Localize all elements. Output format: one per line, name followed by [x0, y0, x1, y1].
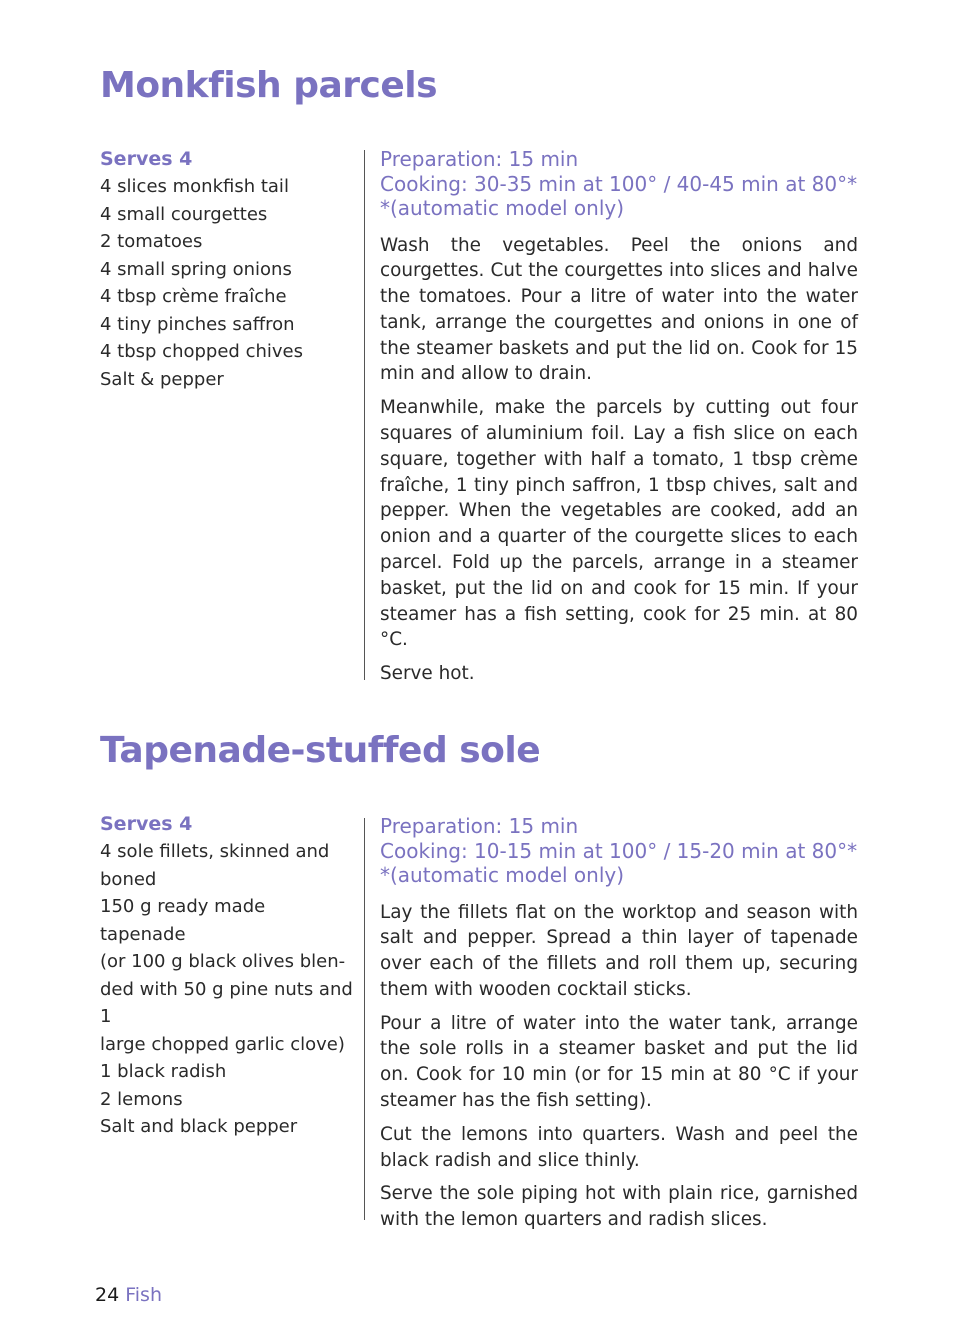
section-name: Fish [125, 1284, 163, 1306]
method-step: Wash the vegetables. Peel the onions and courgettes. Cut the courgettes into slices and halve the tomatoes. Pour a litre of water into the water tank, arrange the courgettes and onions in one of the steamer baskets and put the lid on. Cook for 15 min and allow to drain. [380, 234, 858, 385]
ingredient-item: ded with 50 g pine nuts and 1 [100, 978, 353, 1027]
recipe-title: Monkfish parcels [100, 65, 438, 106]
method-column [380, 147, 858, 695]
ingredient-item: 1 black radish [100, 1061, 227, 1082]
cooking-time: Cooking: 30-35 min at 100° / 40-45 min at 80°* [380, 171, 858, 196]
serves-label: Serves 4 [100, 813, 193, 835]
preparation-time: Preparation: 15 min [380, 814, 579, 838]
ingredient-item: 4 tbsp chopped chives [100, 341, 303, 362]
column-divider [364, 150, 365, 680]
column-divider [364, 818, 365, 1220]
page-footer [95, 1282, 162, 1308]
timing-block [380, 814, 858, 888]
ingredient-item: 2 lemons [100, 1088, 183, 1110]
ingredient-item: 4 small spring onions [100, 258, 292, 280]
method-column [380, 814, 858, 1241]
automatic-model-note: *(automatic model only) [380, 863, 625, 887]
ingredient-list [100, 173, 355, 393]
method-step: Serve the sole piping hot with plain rice, garnished with the lemon quarters and radish slices. [380, 1183, 858, 1231]
ingredient-item: 4 sole fillets, skinned and [100, 841, 330, 862]
ingredient-item: 2 tomatoes [100, 231, 203, 252]
method-step: Serve hot. [380, 663, 475, 685]
method-step: Lay the fillets flat on the worktop and season with salt and pepper. Spread a thin layer of tapenade over each of the fillets and roll them up, securing them with wooden cocktail sticks. [380, 901, 858, 1000]
ingredient-item: Salt and black pepper [100, 1116, 298, 1137]
ingredient-item: (or 100 g black olives blen- [100, 951, 346, 972]
ingredients-column [100, 810, 355, 1141]
timing-block [380, 147, 858, 221]
method-step: Meanwhile, make the parcels by cutting out four squares of aluminium foil. Lay a fish slice on each square, together with half a tomato, 1 tbsp crème fraîche, 1 tiny pinch saffron, 1 tbsp chives, salt and pepper. When the vegetables are cooked, add an onion and a quarter of the courgette slices to each parcel. Fold up the parcels, arrange in a steamer basket, put the lid on and cook for 15 min. If your steamer has a fish setting, cook for 25 min. at 80 °C. [380, 397, 858, 651]
ingredient-item: boned [100, 868, 157, 890]
preparation-time: Preparation: 15 min [380, 147, 579, 171]
ingredient-item: 4 tbsp crème fraîche [100, 286, 287, 307]
serves-label: Serves 4 [100, 148, 193, 170]
ingredient-item: 150 g ready made tapenade [100, 896, 266, 945]
ingredient-list [100, 838, 355, 1141]
method-step: Cut the lemons into quarters. Wash and peel the black radish and slice thinly. [380, 1123, 858, 1171]
ingredient-item: large chopped garlic clove) [100, 1033, 345, 1055]
ingredient-item: 4 small courgettes [100, 203, 268, 225]
page-number: 24 [95, 1284, 120, 1306]
ingredient-item: Salt & pepper [100, 368, 224, 390]
method-step: Pour a litre of water into the water tank, arrange the sole rolls in a steamer basket and put the lid on. Cook for 10 min (or for 15 min at 80 °C if your steamer has the fish setting). [380, 1012, 858, 1112]
recipe-title: Tapenade-stuffed sole [100, 730, 541, 771]
ingredient-item: 4 slices monkfish tail [100, 176, 289, 197]
ingredient-item: 4 tiny pinches saffron [100, 313, 295, 335]
cooking-time: Cooking: 10-15 min at 100° / 15-20 min at 80°* [380, 838, 858, 863]
ingredients-column [100, 145, 355, 393]
automatic-model-note: *(automatic model only) [380, 196, 625, 220]
